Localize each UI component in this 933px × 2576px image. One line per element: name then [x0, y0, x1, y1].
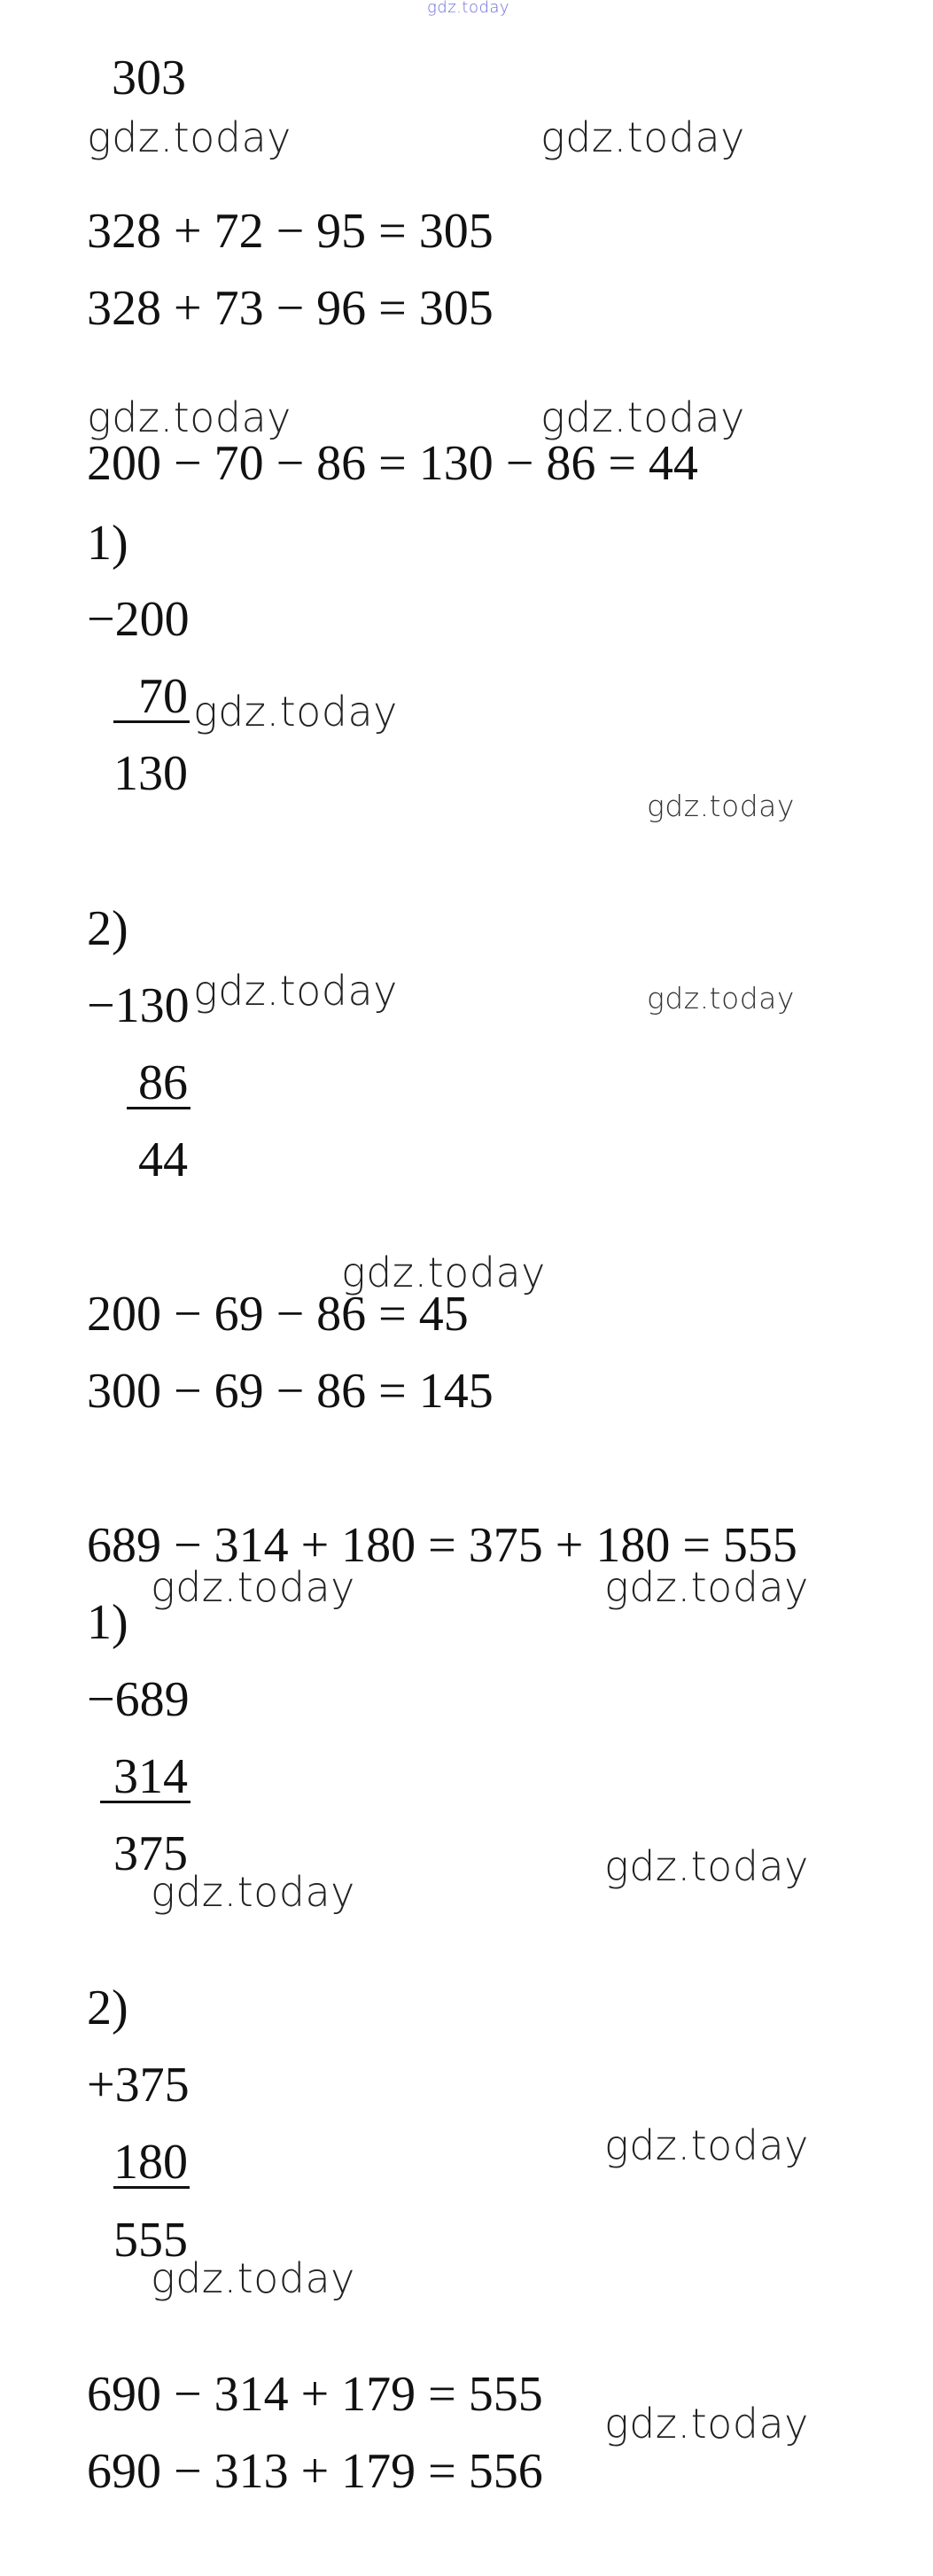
- watermark: gdz.today: [540, 393, 745, 441]
- watermark: gdz.today: [193, 688, 398, 735]
- task3-step2-bottom: 180: [113, 2135, 188, 2190]
- task3-step1-label: 1): [87, 1595, 128, 1650]
- task2-step2-label: 2): [87, 901, 128, 956]
- task3-step1-bottom: 314: [113, 1749, 188, 1804]
- task2-step1-underline: [113, 720, 190, 723]
- watermark: gdz.today: [151, 1563, 355, 1611]
- task2-step2-underline: [127, 1107, 190, 1109]
- task1-line2: 328 + 72 − 95 = 305: [87, 204, 494, 259]
- watermark: gdz.today: [604, 1563, 809, 1611]
- task3-line-b: 690 − 313 + 179 = 556: [87, 2444, 543, 2499]
- task1-line3: 328 + 73 − 96 = 305: [87, 281, 494, 336]
- task3-step2-label: 2): [87, 1981, 128, 2035]
- task3-step2-underline: [113, 2186, 190, 2189]
- watermark: gdz.today: [604, 2400, 809, 2448]
- task2-line-a: 200 − 69 − 86 = 45: [87, 1287, 469, 1342]
- watermark: gdz.today: [647, 789, 795, 823]
- task3-step2-top: +375: [87, 2058, 190, 2113]
- watermark-top: gdz.today: [427, 0, 510, 17]
- task2-line-b: 300 − 69 − 86 = 145: [87, 1364, 494, 1419]
- watermark: gdz.today: [87, 393, 292, 441]
- task3-step1-underline: [100, 1801, 190, 1803]
- task2-step2-top: −130: [87, 978, 190, 1033]
- task3-line-a: 690 − 314 + 179 = 555: [87, 2367, 543, 2422]
- task3-step1-result: 375: [113, 1826, 188, 1881]
- watermark: gdz.today: [604, 1842, 809, 1890]
- task2-step1-bottom: 70: [138, 669, 188, 724]
- task2-expression: 200 − 70 − 86 = 130 − 86 = 44: [87, 436, 698, 491]
- task2-step2-result: 44: [138, 1132, 188, 1187]
- task2-step1-label: 1): [87, 516, 128, 571]
- watermark: gdz.today: [604, 2121, 809, 2169]
- watermark: gdz.today: [87, 113, 292, 161]
- watermark: gdz.today: [193, 967, 398, 1015]
- task3-step2-result: 555: [113, 2213, 188, 2268]
- watermark: gdz.today: [647, 981, 795, 1016]
- watermark: gdz.today: [151, 2254, 355, 2302]
- task2-step1-result: 130: [113, 746, 188, 801]
- task3-step1-top: −689: [87, 1672, 190, 1727]
- task2-step2-bottom: 86: [138, 1055, 188, 1110]
- task1-line1: 303: [112, 51, 186, 105]
- watermark: gdz.today: [341, 1249, 546, 1296]
- task3-expression: 689 − 314 + 180 = 375 + 180 = 555: [87, 1518, 797, 1573]
- task2-step1-top: −200: [87, 592, 190, 647]
- watermark: gdz.today: [540, 113, 745, 161]
- watermark: gdz.today: [151, 1868, 355, 1916]
